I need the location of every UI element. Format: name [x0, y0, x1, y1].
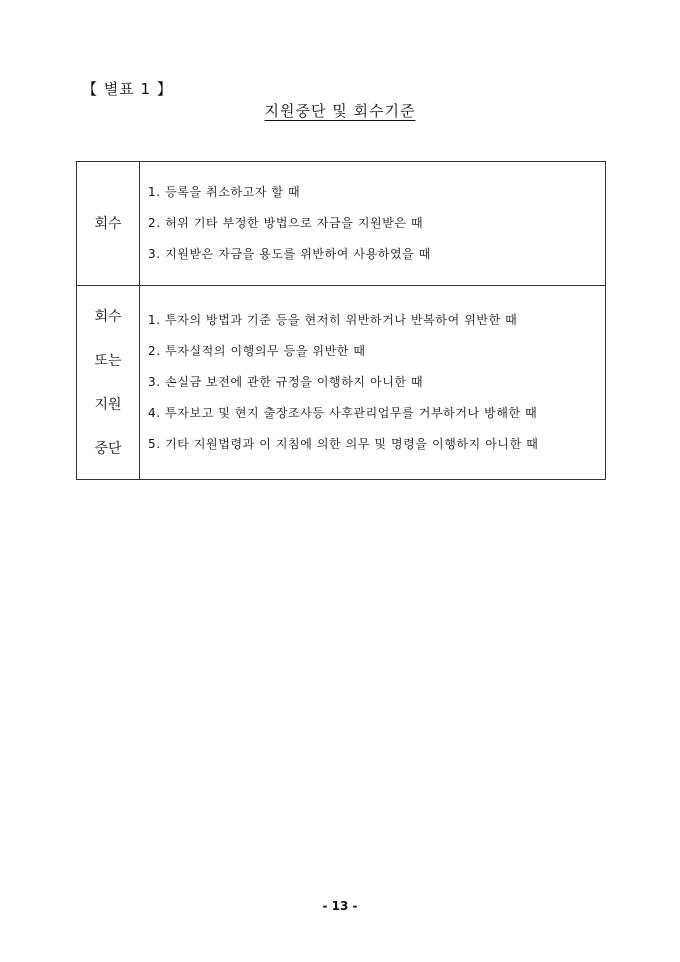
items-cell	[140, 286, 606, 480]
list-item: 3. 지원받은 자금을 용도를 위반하여 사용하였을 때	[148, 247, 431, 261]
list-item: 5. 기타 지원법령과 이 지침에 의한 의무 및 명령을 이행하지 아니한 때	[148, 437, 539, 451]
category-label-line: 중단	[94, 440, 122, 457]
list-item: 1. 투자의 방법과 기준 등을 현저히 위반하거나 반복하여 위반한 때	[148, 313, 518, 327]
list-item: 1. 등록을 취소하고자 할 때	[148, 185, 301, 199]
page-number: - 13 -	[322, 899, 358, 913]
list-item: 2. 투자실적의 이행의무 등을 위반한 때	[148, 344, 366, 358]
table-row	[77, 162, 606, 286]
category-label-line: 지원	[94, 396, 122, 413]
list-item: 2. 허위 기타 부정한 방법으로 자금을 지원받은 때	[148, 216, 424, 230]
table-row	[77, 286, 606, 480]
document-title	[0, 100, 680, 121]
document-title-text: 지원중단 및 회수기준	[264, 102, 416, 120]
category-label-line: 회수	[94, 308, 122, 325]
category-cell	[77, 162, 140, 286]
criteria-table	[76, 161, 606, 480]
list-item: 4. 투자보고 및 현지 출장조사등 사후관리업무를 거부하거나 방해한 때	[148, 406, 538, 420]
category-cell	[77, 286, 140, 480]
category-label: 회수	[94, 215, 122, 232]
category-label-line: 또는	[94, 352, 122, 369]
list-item: 3. 손실금 보전에 관한 규정을 이행하지 아니한 때	[148, 375, 424, 389]
items-cell	[140, 162, 606, 286]
annex-label: 【 별표 1 】	[82, 80, 173, 98]
